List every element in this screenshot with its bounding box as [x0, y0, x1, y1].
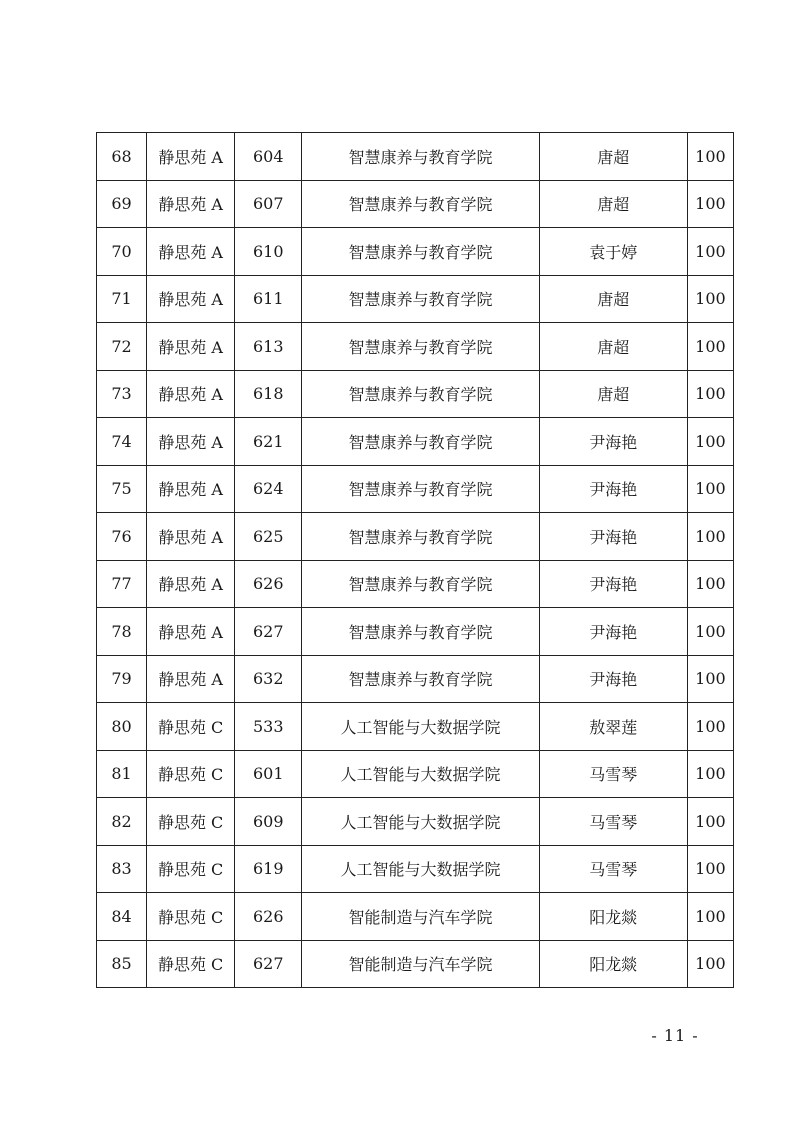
building-cell: 静思苑 A — [147, 323, 235, 371]
building-cell: 静思苑 A — [147, 465, 235, 513]
row-number-cell: 83 — [97, 845, 147, 893]
person-cell: 尹海艳 — [539, 513, 687, 561]
table-row — [97, 513, 734, 561]
table-row — [97, 655, 734, 703]
college-cell: 智慧康养与教育学院 — [302, 418, 539, 466]
score-cell: 100 — [687, 940, 733, 988]
college-cell: 智慧康养与教育学院 — [302, 133, 539, 181]
person-cell: 尹海艳 — [539, 560, 687, 608]
score-cell: 100 — [687, 608, 733, 656]
score-cell: 100 — [687, 418, 733, 466]
score-cell: 100 — [687, 323, 733, 371]
score-cell: 100 — [687, 750, 733, 798]
room-cell: 613 — [235, 323, 302, 371]
college-cell: 智慧康养与教育学院 — [302, 323, 539, 371]
building-cell: 静思苑 A — [147, 655, 235, 703]
building-cell: 静思苑 A — [147, 133, 235, 181]
row-number-cell: 68 — [97, 133, 147, 181]
room-cell: 621 — [235, 418, 302, 466]
person-cell: 马雪琴 — [539, 798, 687, 846]
building-cell: 静思苑 C — [147, 750, 235, 798]
person-cell: 马雪琴 — [539, 845, 687, 893]
row-number-cell: 74 — [97, 418, 147, 466]
table-row — [97, 133, 734, 181]
row-number-cell: 84 — [97, 893, 147, 941]
building-cell: 静思苑 A — [147, 180, 235, 228]
building-cell: 静思苑 A — [147, 513, 235, 561]
room-cell: 610 — [235, 228, 302, 276]
room-cell: 607 — [235, 180, 302, 228]
row-number-cell: 69 — [97, 180, 147, 228]
room-cell: 627 — [235, 940, 302, 988]
building-cell: 静思苑 A — [147, 608, 235, 656]
table-row — [97, 845, 734, 893]
table-row — [97, 798, 734, 846]
college-cell: 人工智能与大数据学院 — [302, 845, 539, 893]
person-cell: 唐超 — [539, 370, 687, 418]
score-cell: 100 — [687, 703, 733, 751]
building-cell: 静思苑 A — [147, 228, 235, 276]
table-row — [97, 228, 734, 276]
college-cell: 智慧康养与教育学院 — [302, 655, 539, 703]
room-cell: 601 — [235, 750, 302, 798]
building-cell: 静思苑 C — [147, 893, 235, 941]
row-number-cell: 77 — [97, 560, 147, 608]
building-cell: 静思苑 A — [147, 560, 235, 608]
room-cell: 626 — [235, 893, 302, 941]
college-cell: 人工智能与大数据学院 — [302, 703, 539, 751]
table-row — [97, 180, 734, 228]
person-cell: 尹海艳 — [539, 608, 687, 656]
room-cell: 609 — [235, 798, 302, 846]
college-cell: 智慧康养与教育学院 — [302, 275, 539, 323]
table-row — [97, 893, 734, 941]
room-cell: 625 — [235, 513, 302, 561]
row-number-cell: 85 — [97, 940, 147, 988]
college-cell: 智慧康养与教育学院 — [302, 228, 539, 276]
table-row — [97, 940, 734, 988]
room-cell: 533 — [235, 703, 302, 751]
building-cell: 静思苑 A — [147, 275, 235, 323]
score-cell: 100 — [687, 180, 733, 228]
room-cell: 611 — [235, 275, 302, 323]
score-cell: 100 — [687, 228, 733, 276]
table-row — [97, 560, 734, 608]
person-cell: 唐超 — [539, 133, 687, 181]
college-cell: 人工智能与大数据学院 — [302, 798, 539, 846]
person-cell: 尹海艳 — [539, 418, 687, 466]
score-cell: 100 — [687, 370, 733, 418]
dormitory-score-table — [96, 132, 734, 988]
score-cell: 100 — [687, 560, 733, 608]
person-cell: 唐超 — [539, 180, 687, 228]
row-number-cell: 78 — [97, 608, 147, 656]
college-cell: 人工智能与大数据学院 — [302, 750, 539, 798]
table-row — [97, 370, 734, 418]
person-cell: 敖翠莲 — [539, 703, 687, 751]
building-cell: 静思苑 C — [147, 798, 235, 846]
building-cell: 静思苑 C — [147, 940, 235, 988]
room-cell: 626 — [235, 560, 302, 608]
person-cell: 尹海艳 — [539, 465, 687, 513]
person-cell: 阳龙燚 — [539, 893, 687, 941]
row-number-cell: 80 — [97, 703, 147, 751]
room-cell: 618 — [235, 370, 302, 418]
table — [96, 132, 734, 988]
score-cell: 100 — [687, 275, 733, 323]
person-cell: 马雪琴 — [539, 750, 687, 798]
building-cell: 静思苑 C — [147, 703, 235, 751]
college-cell: 智能制造与汽车学院 — [302, 893, 539, 941]
table-row — [97, 608, 734, 656]
row-number-cell: 75 — [97, 465, 147, 513]
college-cell: 智慧康养与教育学院 — [302, 465, 539, 513]
table-row — [97, 703, 734, 751]
building-cell: 静思苑 A — [147, 418, 235, 466]
building-cell: 静思苑 C — [147, 845, 235, 893]
building-cell: 静思苑 A — [147, 370, 235, 418]
person-cell: 袁于婷 — [539, 228, 687, 276]
person-cell: 尹海艳 — [539, 655, 687, 703]
person-cell: 唐超 — [539, 275, 687, 323]
score-cell: 100 — [687, 133, 733, 181]
score-cell: 100 — [687, 798, 733, 846]
page-number: - 11 - — [651, 1026, 699, 1045]
college-cell: 智慧康养与教育学院 — [302, 513, 539, 561]
row-number-cell: 79 — [97, 655, 147, 703]
row-number-cell: 70 — [97, 228, 147, 276]
room-cell: 632 — [235, 655, 302, 703]
row-number-cell: 72 — [97, 323, 147, 371]
college-cell: 智慧康养与教育学院 — [302, 608, 539, 656]
table-row — [97, 418, 734, 466]
table-row — [97, 750, 734, 798]
table-row — [97, 323, 734, 371]
table-row — [97, 275, 734, 323]
college-cell: 智慧康养与教育学院 — [302, 370, 539, 418]
row-number-cell: 82 — [97, 798, 147, 846]
score-cell: 100 — [687, 655, 733, 703]
row-number-cell: 76 — [97, 513, 147, 561]
room-cell: 619 — [235, 845, 302, 893]
person-cell: 唐超 — [539, 323, 687, 371]
room-cell: 624 — [235, 465, 302, 513]
table-row — [97, 465, 734, 513]
person-cell: 阳龙燚 — [539, 940, 687, 988]
table-body — [97, 133, 734, 988]
score-cell: 100 — [687, 513, 733, 561]
row-number-cell: 81 — [97, 750, 147, 798]
college-cell: 智能制造与汽车学院 — [302, 940, 539, 988]
score-cell: 100 — [687, 845, 733, 893]
row-number-cell: 73 — [97, 370, 147, 418]
college-cell: 智慧康养与教育学院 — [302, 560, 539, 608]
college-cell: 智慧康养与教育学院 — [302, 180, 539, 228]
row-number-cell: 71 — [97, 275, 147, 323]
room-cell: 604 — [235, 133, 302, 181]
score-cell: 100 — [687, 893, 733, 941]
score-cell: 100 — [687, 465, 733, 513]
room-cell: 627 — [235, 608, 302, 656]
